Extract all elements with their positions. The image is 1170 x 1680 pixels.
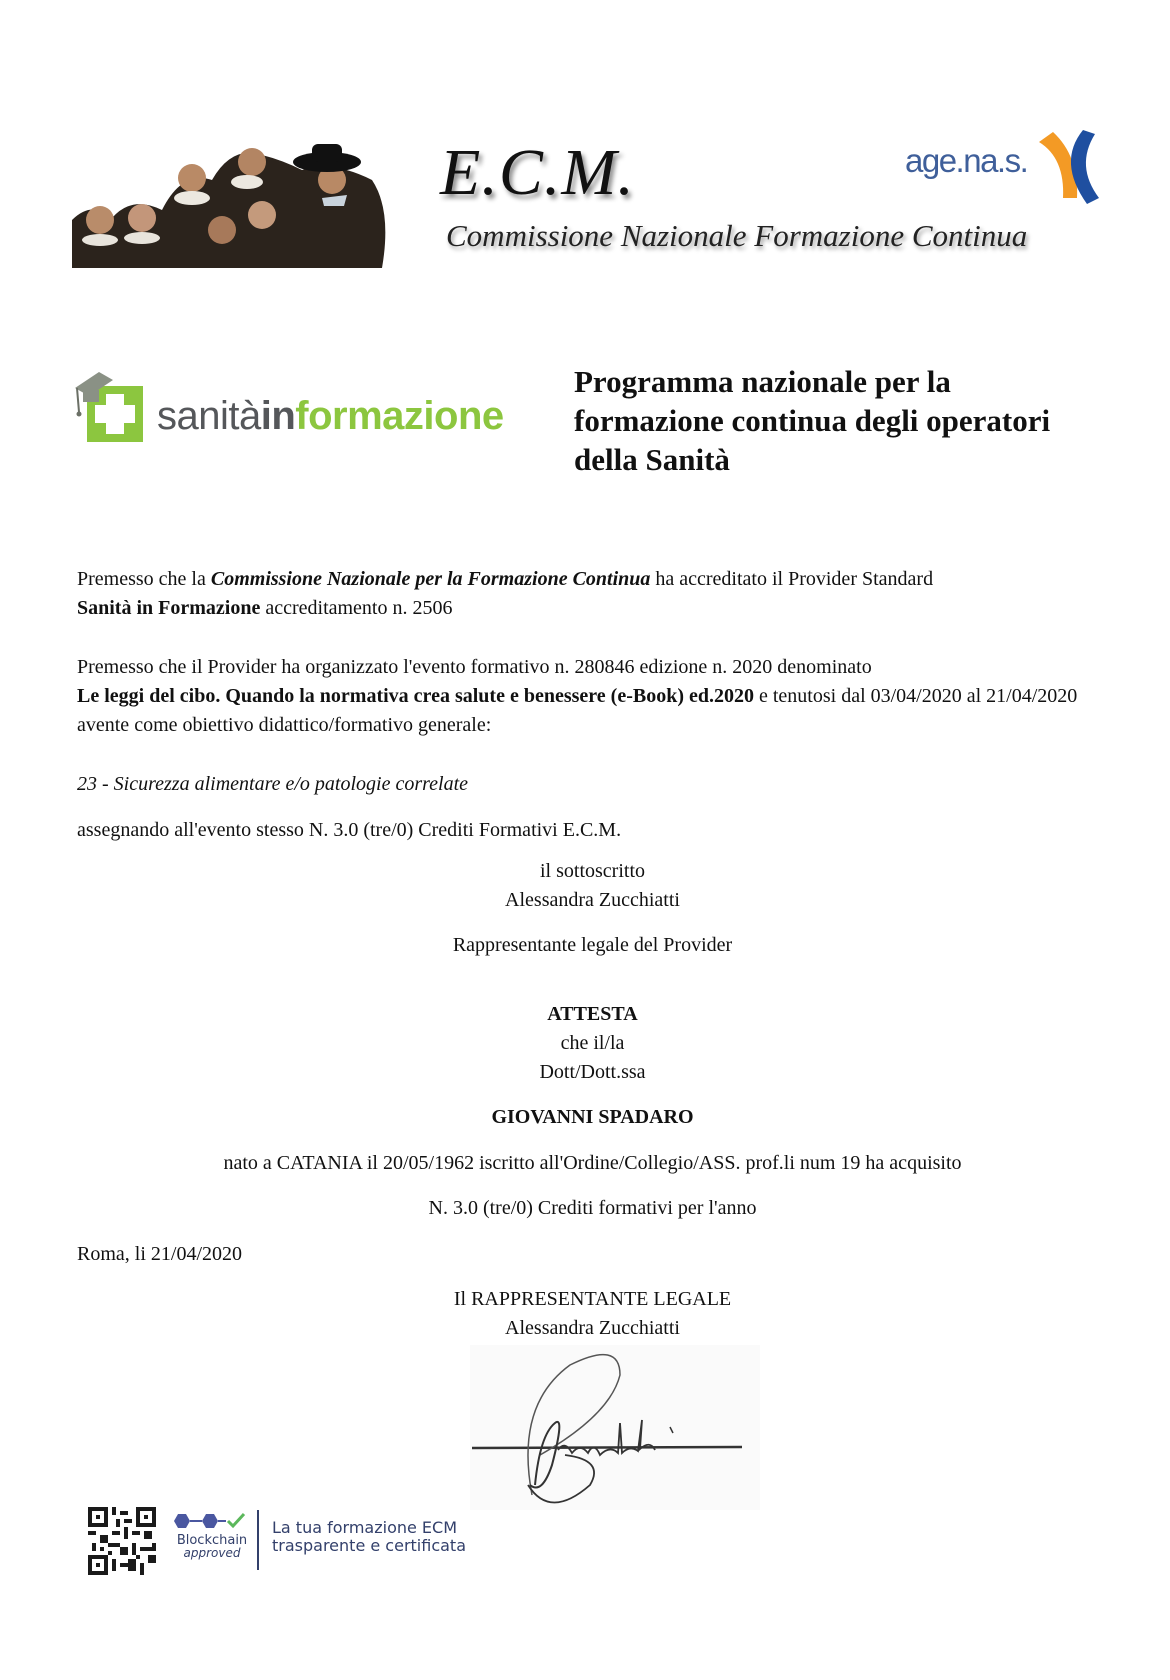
ecm-painting-logo xyxy=(72,140,408,268)
provider-logo-text: sanitàinformazione xyxy=(157,394,504,438)
legal-rep-name: Alessandra Zucchiatti xyxy=(505,1317,680,1339)
signatory-role: Rappresentante legale del Provider xyxy=(452,934,733,956)
footer-divider xyxy=(257,1510,259,1570)
blockchain-label: Blockchain xyxy=(176,1533,248,1548)
place-date: Roma, li 21/04/2020 xyxy=(77,1243,242,1265)
program-title: Programma nazionale per la formazione continua degli operatori della Sanità xyxy=(574,364,1051,477)
attesta-line1: che il/la xyxy=(560,1032,625,1054)
ecm-title: E.C.M. xyxy=(440,136,635,209)
accreditation-paragraph: Premesso che la Commissione Nazionale per la Formazione Continua ha accreditato il Provider Standard Sanità in Formazione accreditamento n. 2506 xyxy=(77,568,934,619)
green-cross-graduation-cap-icon xyxy=(75,372,147,444)
sanita-in-formazione-logo xyxy=(75,372,515,452)
agenas-logo xyxy=(905,128,1115,208)
credits-earned: N. 3.0 (tre/0) Crediti formativi per l'anno xyxy=(428,1197,757,1219)
educational-objective: 23 - Sicurezza alimentare e/o patologie correlate xyxy=(77,773,469,795)
blockchain-cubes-icon xyxy=(172,1512,252,1532)
signature-image xyxy=(470,1345,760,1510)
blockchain-sublabel: approved xyxy=(183,1546,241,1560)
legal-rep-title: Il RAPPRESENTANTE LEGALE xyxy=(453,1288,732,1310)
signatory-intro: il sottoscritto xyxy=(540,860,645,882)
participant-details: nato a CATANIA il 20/05/1962 iscritto all'Ordine/Collegio/ASS. prof.li num 19 ha acquisito xyxy=(223,1152,962,1174)
attesta-line2: Dott/Dott.ssa xyxy=(539,1061,646,1083)
event-title: Le leggi del cibo. Quando la normativa crea salute e benessere (e-Book) ed.2020 xyxy=(77,685,754,707)
signatory-name: Alessandra Zucchiatti xyxy=(505,889,680,911)
provider-name: Sanità in Formazione xyxy=(77,597,261,619)
agenas-logo-text: age.na.s. xyxy=(905,142,1028,179)
blockchain-badge xyxy=(172,1512,252,1572)
credits-assigned: assegnando all'evento stesso N. 3.0 (tre/0) Crediti Formativi E.C.M. xyxy=(77,819,622,841)
commission-name: Commissione Nazionale per la Formazione Continua xyxy=(210,568,651,590)
footer-tagline: La tua formazione ECM trasparente e certificata xyxy=(272,1518,466,1555)
participant-name: GIOVANNI SPADARO xyxy=(491,1106,694,1128)
event-paragraph: Premesso che il Provider ha organizzato l'evento formativo n. 280846 edizione n. 2020 denominato Le leggi del cibo. Quando la normativa crea salute e benessere (e-Book) ed.2020 e tenutosi dal 03/04/2020 al 21/04/2020 avente come obiettivo didattico/formativo generale: xyxy=(77,656,1078,736)
ecm-subtitle: Commissione Nazionale Formazione Continua xyxy=(446,218,1028,253)
agenas-arc-icon xyxy=(1035,128,1115,208)
attesta-heading: ATTESTA xyxy=(547,1003,638,1025)
qr-code[interactable] xyxy=(88,1507,156,1575)
